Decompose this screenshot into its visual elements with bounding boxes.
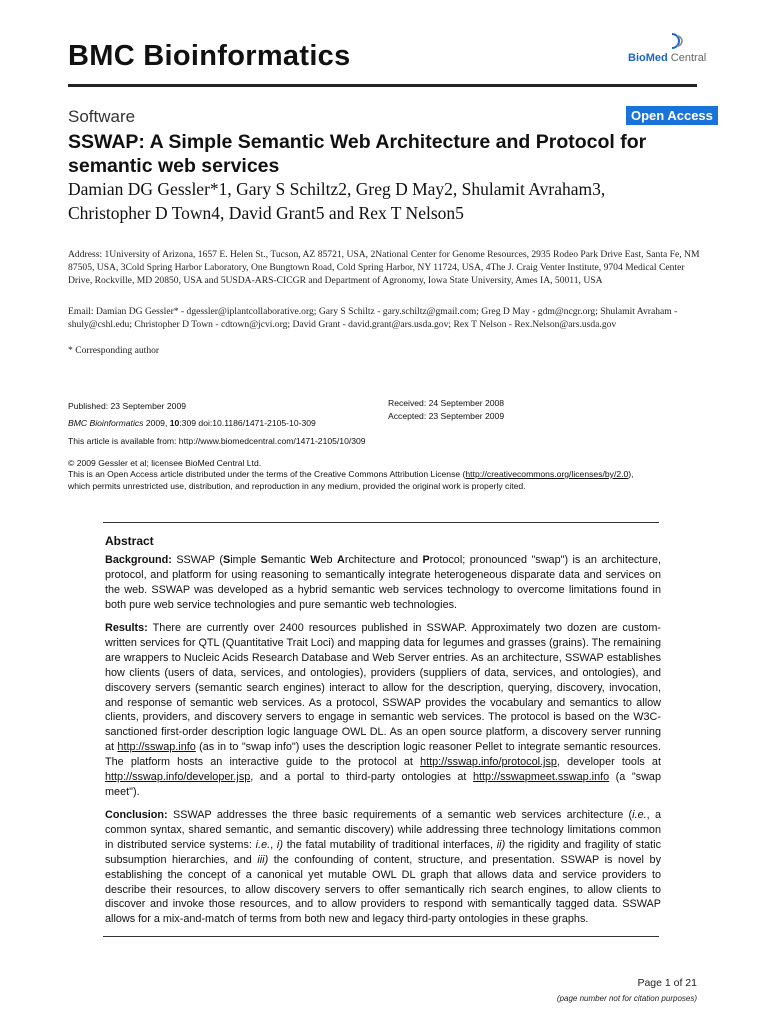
author-emails: Email: Damian DG Gessler* - dgessler@iplantcollaborative.org; Gary S Schiltz - gary.schiltz@gmail.com; Greg D May - gdm@ncgr.org; Shulamit Avraham - shuly@cshl.edu; Christopher D Town - cdtown@jcvi.org; David Grant - david.grant@ars.usda.gov; Rex T Nelson - Rex.Nelson@ars.usda.gov bbox=[68, 306, 678, 330]
article-section: Software bbox=[68, 107, 136, 126]
results-text-4: , and a portal to third-party ontologies at bbox=[250, 771, 473, 784]
header-divider bbox=[68, 84, 697, 87]
results-text-3: , developer tools at bbox=[556, 756, 661, 769]
license-prefix: This is an Open Access article distributed under the terms of the Creative Commons Attribution License ( bbox=[68, 469, 466, 479]
license-notice bbox=[68, 468, 708, 492]
license-terms: which permits unrestricted use, distribution, and reproduction in any medium, provided the original work is properly cited. bbox=[68, 481, 526, 491]
conclusion-item-ii: ii) bbox=[496, 838, 506, 851]
published-date: Published: 23 September 2009 bbox=[68, 401, 187, 411]
conclusion-ie-2: i.e. bbox=[255, 838, 271, 851]
open-access-badge: Open Access bbox=[626, 106, 718, 125]
article-url[interactable]: This article is available from: http://www.biomedcentral.com/1471-2105/10/309 bbox=[68, 436, 366, 446]
conclusion-text-2: , a common syntax, shared semantic, and semantic discovery) while addressing three technology limitations common in distributed service systems: bbox=[105, 809, 662, 851]
abstract-background bbox=[105, 553, 661, 613]
page-number-note: (page number not for citation purposes) bbox=[556, 994, 697, 1003]
conclusion-text-4: the fatal mutability of traditional interfaces, bbox=[282, 838, 497, 851]
abstract-heading: Abstract bbox=[105, 534, 154, 548]
background-label: Background: bbox=[105, 554, 172, 566]
license-suffix: ), bbox=[628, 469, 634, 479]
accepted-date: Accepted: 23 September 2009 bbox=[388, 411, 505, 421]
sswapmeet-link[interactable]: http://sswapmeet.sswap.info bbox=[472, 771, 610, 784]
conclusion-item-i: i) bbox=[276, 838, 283, 851]
conclusion-ie-1: i.e. bbox=[632, 809, 647, 821]
background-text: architecture, protocol, and platform for using reasoning to semantically integrate heterogeneous disparate data and services on the web. SSWAP was developed as a hybrid semantic web services technology to overcome limitations found in both pure web service technologies and pure semantic web technologies. bbox=[105, 554, 661, 611]
conclusion-item-iii: iii) bbox=[257, 853, 269, 866]
biomed-logo-icon bbox=[666, 32, 684, 50]
received-date: Received: 24 September 2008 bbox=[388, 398, 505, 408]
citation-doi: :309 doi:10.1186/1471-2105-10-309 bbox=[179, 418, 316, 428]
abstract-conclusion bbox=[105, 808, 661, 927]
page-number: Page 1 of 21 bbox=[637, 977, 697, 989]
license-link[interactable]: http://creativecommons.org/licenses/by/2.0 bbox=[465, 469, 629, 479]
citation-year: 2009, bbox=[143, 418, 170, 428]
conclusion-text-1: SSWAP addresses the three basic requirements of a semantic web services architecture ( bbox=[172, 809, 633, 821]
journal-name: BMC Bioinformatics bbox=[68, 40, 351, 72]
protocol-link[interactable]: http://sswap.info/protocol.jsp bbox=[420, 756, 557, 769]
citation-journal: BMC Bioinformatics bbox=[68, 418, 144, 428]
conclusion-text-5: the rigidity and fragility of static subsumption hierarchies, and bbox=[105, 838, 661, 866]
corresponding-author-note: * Corresponding author bbox=[68, 345, 160, 356]
abstract-results bbox=[105, 621, 661, 800]
author-list bbox=[68, 177, 708, 225]
citation-line bbox=[68, 417, 316, 429]
article-title: SSWAP: A Simple Semantic Web Architecture and Protocol for semantic web services bbox=[68, 131, 647, 177]
abstract-bottom-rule bbox=[103, 936, 659, 937]
results-text-2: (as in to "swap info") uses the description logic reasoner Pellet to integrate semantic resources. The platform hosts an interactive guide to the protocol at bbox=[105, 741, 661, 769]
conclusion-text-3: , bbox=[270, 838, 277, 851]
logo-text-light: Central bbox=[667, 52, 707, 64]
results-label: Results: bbox=[105, 622, 148, 634]
citation-volume: 10 bbox=[169, 418, 180, 428]
results-text-1: There are currently over 2400 resources published in SSWAP. Approximately two dozen are custom-written services for QTL (Quantitative Trait Loci) and mapping data for legumes and grasses (grains). The remaining are wrappers to Nucleic Acids Research Database and Web Server entries. As an architecture, SSWAP establishes how clients (users of data, services, and ontologies), providers (suppliers of data, services, and ontologies), and discovery servers (semantic search engines) interact to allow for the description, querying, discovery, invocation, and response of semantic web services. As a protocol, SSWAP provides the vocabulary and semantics to allow clients, providers, and discovery servers to engage in semantic web services. The protocol is based on the W3C-sanctioned first-order description logic language OWL DL. As an open source platform, a discovery server running at bbox=[105, 622, 661, 754]
developer-link[interactable]: http://sswap.info/developer.jsp bbox=[105, 771, 251, 784]
copyright-notice: © 2009 Gessler et al; licensee BioMed Central Ltd. bbox=[68, 458, 262, 468]
results-text-5: (a "swap meet"). bbox=[105, 771, 661, 798]
affiliation-address: Address: 1University of Arizona, 1657 E. Helen St., Tucson, AZ 85721, USA, 2National Center for Genome Resources, 2935 Rodeo Park Drive East, Santa Fe, NM 87505, USA, 3Cold Spring Harbor Laboratory, One Bungtown Road, Cold Spring Harbor, NY 11724, USA, 4The J. Craig Venter Institute, 9704 Medical Center Drive, Rockville, MD 20850, USA and 5USDA-ARS-CICGR and Department of Agronomy, Iowa State University, Ames IA, 50011, USA bbox=[68, 249, 700, 286]
logo-text-bold: BioMed bbox=[628, 52, 668, 64]
conclusion-label: Conclusion: bbox=[105, 809, 168, 821]
publisher-logo-text bbox=[628, 52, 706, 64]
conclusion-text-6: the confounding of content, structure, and presentation. SSWAP is novel by establishing the concept of a canonical yet mutable OWL DL graph that allows data and service providers to describe their resources, to allow discovery servers to offer semantically rich search engines, to allow clients to discover and invoke those resources, and to allow providers to respond with semantically tagged data. SSWAP allows for a mix-and-match of terms from both new and legacy third-party ontologies in these graphs. bbox=[105, 853, 661, 926]
publisher-logo[interactable] bbox=[628, 28, 708, 70]
authors-line-2: Christopher D Town4, David Grant5 and Rex T Nelson5 bbox=[68, 203, 464, 223]
sswap-info-link[interactable]: http://sswap.info bbox=[117, 741, 196, 754]
abstract-top-rule bbox=[103, 522, 659, 523]
background-intro: SSWAP (Simple Semantic Web Architecture and Protocol; pronounced "swap") is an bbox=[176, 554, 597, 566]
authors-line-1: Damian DG Gessler*1, Gary S Schiltz2, Greg D May2, Shulamit Avraham3, bbox=[68, 179, 606, 199]
